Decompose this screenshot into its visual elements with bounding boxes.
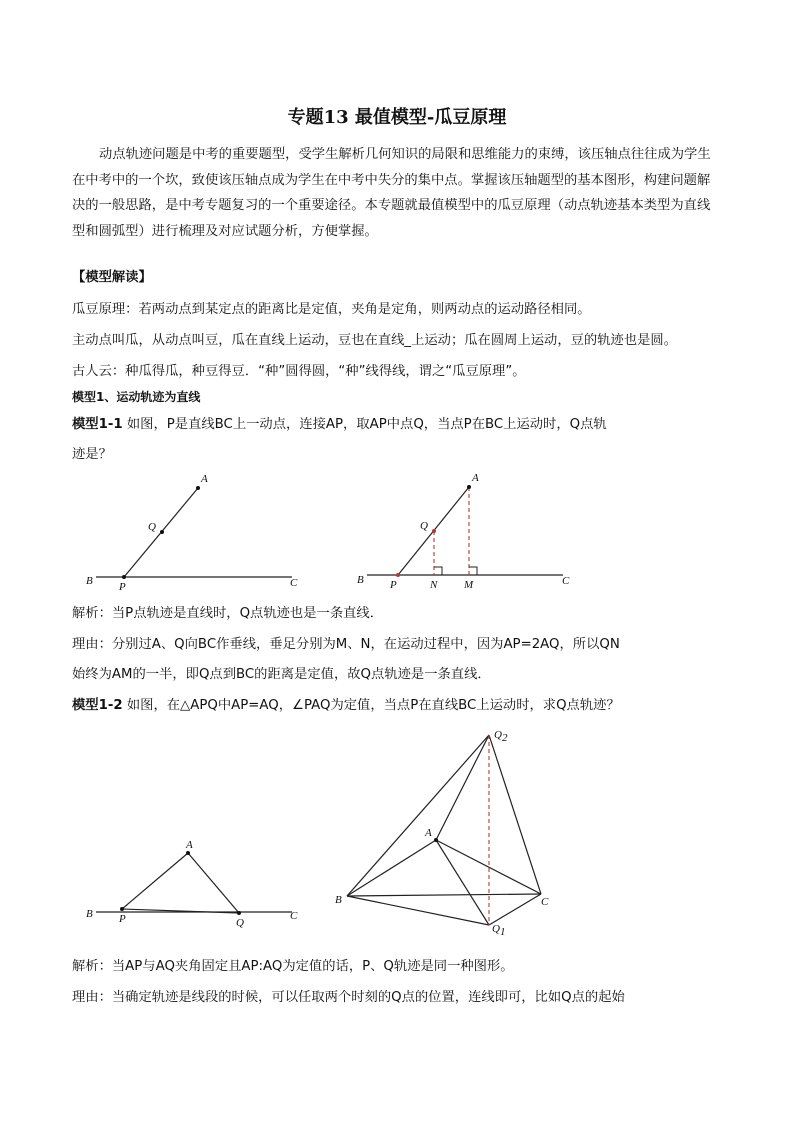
model12-question: [72, 694, 722, 713]
label-c-2: C: [562, 575, 570, 587]
label-p-3: P: [119, 913, 126, 925]
point-a-3: [186, 851, 190, 855]
model11-text-line1: 如图，P是直线BC上一动点，连接AP，取AP中点Q，当点P在BC上运动时，Q点轨: [126, 417, 607, 432]
page-title: 专题13 最值模型-瓜豆原理: [287, 107, 507, 128]
principle-text: 瓜豆原理：若两动点到某定点的距离比是定值，夹角是定角，则两动点的运动路径相同。: [72, 302, 591, 317]
segment-q1c: [489, 894, 541, 925]
point-q: [160, 530, 164, 534]
label-b-4: B: [335, 894, 342, 906]
label-b-3: B: [86, 908, 93, 920]
intro-paragraph: 动点轨迹问题是中考的重要题型，受学生解析几何知识的局限和思维能力的束缚，该压轴点往往成为学生在中考中的一个坎，致使该压轴点成为学生在中考中失分的集中点。掌握该压轴题型的基本图形，构建问题解决的一般思路，是中考专题复习的一个重要途径。本专题就最值模型中的瓜豆原理（动点轨迹基本类型为直线型和圆弧型）进行梳理及对应试题分析，方便掌握。: [72, 147, 711, 239]
model12-label: 模型1-2: [72, 698, 123, 713]
point-q-3: [237, 911, 241, 915]
principle-text-2: 主动点叫瓜，从动点叫豆，瓜在直线上运动，豆也在直线_上运动；瓜在圆周上运动，豆的轨迹也是圆。: [72, 333, 678, 348]
label-q: Q: [148, 521, 156, 533]
segment-aq1: [436, 840, 489, 925]
label-a-3: A: [186, 839, 193, 851]
point-p: [122, 575, 126, 579]
segment-bc-4: [347, 894, 541, 896]
segment-aq-3: [188, 853, 239, 913]
figure-model11-left: [86, 473, 298, 593]
point-a-4: [434, 838, 438, 842]
label-a-2: A: [472, 472, 479, 484]
label-a-4: A: [425, 827, 432, 839]
label-p-2: P: [390, 579, 397, 591]
ancient-saying: 古人云：种瓜得瓜，种豆得豆．“种”圆得圆，“种”线得线，谓之“瓜豆原理”。: [72, 364, 526, 379]
label-c: C: [290, 577, 298, 589]
label-c-3: C: [290, 910, 298, 922]
figure-model12-left: [86, 839, 298, 929]
point-p-2: [396, 573, 400, 577]
label-b-2: B: [357, 574, 364, 586]
model11-label: 模型1-1: [72, 417, 123, 432]
label-n: N: [430, 579, 438, 591]
right-angle-m: [469, 567, 477, 575]
model11-reason-line1: 理由：分别过A、Q向BC作垂线，垂足分别为M、N，在运动过程中，因为AP=2AQ，所以QN: [72, 637, 620, 652]
point-q-2: [432, 529, 436, 533]
segment-ap-3: [122, 853, 188, 909]
section-heading: 【模型解读】: [72, 270, 152, 285]
label-q-3: Q: [236, 917, 244, 929]
model12-text: 如图，在△APQ中AP=AQ，∠PAQ为定值，当点P在直线BC上运动时，求Q点轨迹？: [126, 698, 620, 713]
point-a-2: [467, 485, 471, 489]
segment-bq1: [347, 896, 489, 925]
right-angle-n: [434, 567, 442, 575]
label-a: A: [201, 473, 208, 485]
point-a: [196, 486, 200, 490]
model12-reason: 理由：当确定轨迹是线段的时候，可以任取两个时刻的Q点的位置，连线即可，比如Q点的起始: [72, 990, 625, 1005]
model1-heading: 模型1、运动轨迹为直线: [72, 390, 201, 404]
segment-bq2: [347, 735, 489, 896]
label-q2: Q2: [494, 729, 508, 744]
model11-reason-line2: 始终为AM的一半，即Q点到BC的距离是定值，故Q点轨迹是一条直线．: [72, 667, 491, 682]
label-q-2: Q: [420, 520, 428, 532]
label-b: B: [86, 575, 93, 587]
model11-text-line2: 迹是？: [72, 447, 112, 462]
segment-ba-4: [347, 840, 436, 896]
point-p-3: [120, 907, 124, 911]
model12-analysis: 解析：当AP与AQ夹角固定且AP:AQ为定值的话，P、Q轨迹是同一种图形。: [72, 959, 514, 974]
segment-q2c: [489, 735, 541, 894]
segment-aq2: [436, 735, 489, 840]
label-q1: Q1: [492, 923, 506, 938]
label-m: M: [464, 579, 474, 591]
model11-analysis: 解析：当P点轨迹是直线时，Q点轨迹也是一条直线．: [72, 606, 384, 621]
label-c-4: C: [541, 896, 549, 908]
figure-model12-right: [335, 729, 549, 938]
label-p: P: [119, 581, 126, 593]
figure-model11-right: [357, 472, 570, 591]
